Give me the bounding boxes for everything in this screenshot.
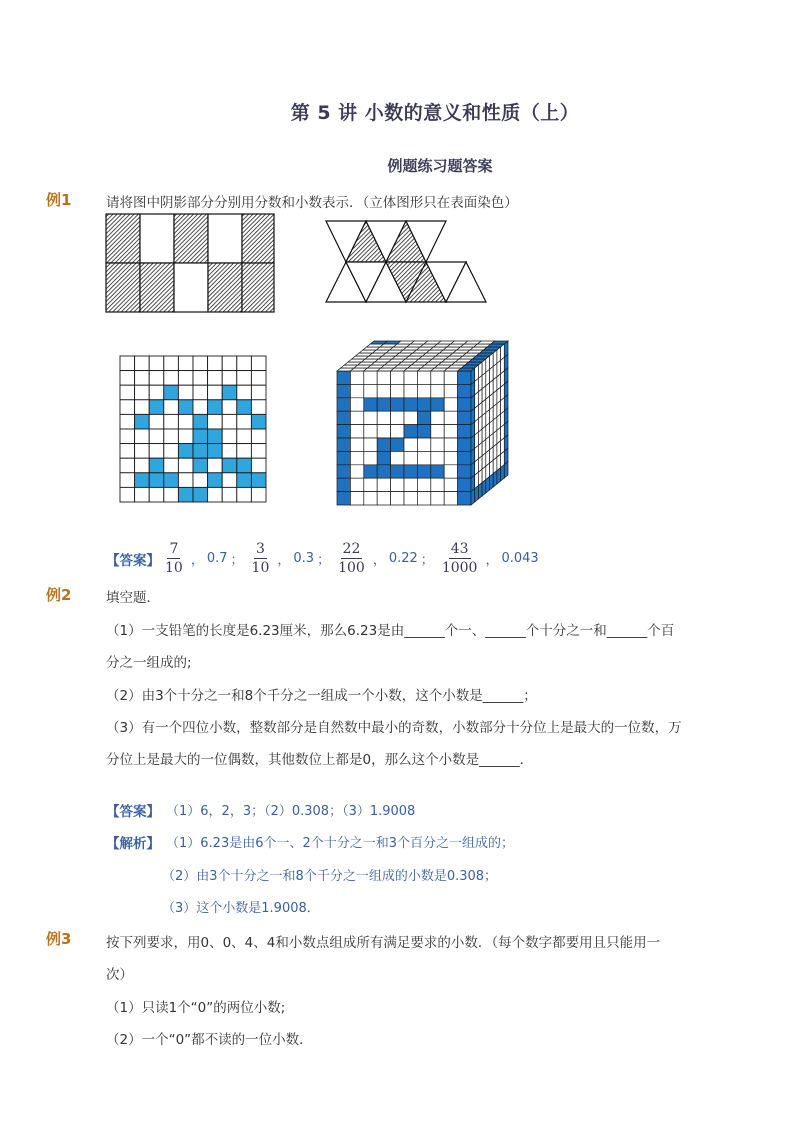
example-3-question-line1: 按下列要求，用0、0、4、4和小数点组成所有满足要求的小数．（每个数字都要用且只能用一 [106, 935, 661, 951]
analysis-line-2: （2）由3个十分之一和8个千分之一组成的小数是0.308； [162, 869, 498, 884]
grid-cell [193, 444, 208, 459]
cube-front-cell [458, 492, 471, 505]
cube-front-cell [350, 371, 363, 384]
cube-front-cell [364, 384, 377, 397]
grid-cell [120, 444, 135, 459]
denominator: 10 [165, 560, 183, 576]
grid-cell [149, 444, 164, 459]
grid-cell [251, 473, 266, 488]
cube-front-cell [404, 411, 417, 424]
grid-cell [251, 414, 266, 429]
page-subtitle: 例题练习题答案 [387, 157, 493, 175]
grid-cell [237, 458, 252, 473]
cube-front-cell [458, 465, 471, 478]
grid-cell [149, 458, 164, 473]
cube-front-cell [377, 425, 390, 438]
grid-cell [149, 473, 164, 488]
cube-front-cell [417, 492, 430, 505]
cube-front-cell [391, 398, 404, 411]
grid-cell [208, 458, 223, 473]
grid-cell [251, 371, 266, 386]
grid-cell [237, 385, 252, 400]
cube-front-cell [431, 451, 444, 464]
cube-front-cell [364, 438, 377, 451]
cube-front-cell [391, 478, 404, 491]
grid-cell [237, 400, 252, 415]
grid-cell [120, 371, 135, 386]
grid-cell [135, 429, 150, 444]
example-2-q2: （2）由3个十分之一和8个千分之一组成一个小数，这个小数是______； [106, 688, 537, 704]
cube-front-cell [350, 411, 363, 424]
cube-front-cell [404, 451, 417, 464]
cube-front-cell [431, 398, 444, 411]
grid-cell [222, 414, 237, 429]
cube-front-cell [404, 371, 417, 384]
cube-front-cell [337, 371, 350, 384]
grid-cell [237, 487, 252, 502]
cube-front-cell [458, 384, 471, 397]
cube-front-cell [404, 478, 417, 491]
cube-front-cell [337, 465, 350, 478]
cube-front-cell [444, 384, 457, 397]
answer-text: （1）6，2，3；（2）0.308；（3）1.9008 [166, 804, 416, 819]
grid-cell [178, 414, 193, 429]
grid-cell [120, 487, 135, 502]
numerator: 3 [256, 541, 265, 557]
grid-cell [193, 385, 208, 400]
cube-front-cell [377, 451, 390, 464]
cube-front-cell [377, 465, 390, 478]
cube-right-cell [482, 480, 486, 496]
grid-cell [222, 429, 237, 444]
cube-front-cell [444, 425, 457, 438]
grid-cell [135, 458, 150, 473]
cube-front-cell [404, 492, 417, 505]
decimal-answer-2: 0.3 [293, 551, 315, 566]
cube-front-cell [444, 438, 457, 451]
cube-front-cell [364, 398, 377, 411]
cube-right-cell [490, 474, 494, 490]
cube-front-cell [391, 384, 404, 397]
comma: ， [190, 553, 204, 568]
cube-front-cell [377, 478, 390, 491]
cube-front-cell [444, 478, 457, 491]
cube-front-cell [431, 425, 444, 438]
grid-cell [208, 429, 223, 444]
grid-cell [135, 487, 150, 502]
cube-front-cell [444, 451, 457, 464]
analysis-line-3: （3）这个小数是1.9008． [162, 901, 320, 916]
cube-front-cell [350, 492, 363, 505]
cube-front-cell [417, 384, 430, 397]
grid-cell [135, 356, 150, 371]
cube-front-cell [350, 438, 363, 451]
grid-cell [251, 458, 266, 473]
grid-cell [237, 356, 252, 371]
cube-front-cell [458, 371, 471, 384]
cube-front-cell [458, 411, 471, 424]
fraction-answer-4 [440, 540, 480, 577]
example-2-answer [106, 800, 415, 820]
comma: ， [372, 553, 386, 568]
analysis-line-1: （1）6.23是由6个一、2个十分之一和3个百分之一组成的； [166, 836, 515, 851]
grid-cell [178, 400, 193, 415]
cube-front-cell [444, 465, 457, 478]
grid-cell [222, 400, 237, 415]
cube-front-cell [377, 492, 390, 505]
grid-cell [164, 429, 179, 444]
grid-cell [251, 444, 266, 459]
comma: ， [277, 553, 291, 568]
cube-front-cell [337, 398, 350, 411]
example-2-intro: 填空题． [106, 590, 160, 606]
cube-front-cell [377, 398, 390, 411]
cube-front-cell [431, 411, 444, 424]
example-3-sub-1: （1）只读1个“0”的两位小数; [106, 1000, 286, 1016]
example-2-q1-line2: 分之一组成的; [106, 655, 192, 671]
cube-front-cell [364, 465, 377, 478]
page-title: 第 5 讲 小数的意义和性质（上） [290, 102, 580, 124]
grid-cell [135, 473, 150, 488]
denominator: 100 [338, 560, 365, 576]
cube-front-cell [337, 451, 350, 464]
numerator: 7 [169, 541, 179, 557]
cube-front-cell [417, 478, 430, 491]
cube-front-cell [350, 465, 363, 478]
cube-front-cell [337, 384, 350, 397]
grid-cell [222, 473, 237, 488]
cube-front-cell [458, 425, 471, 438]
cube-front-cell [337, 425, 350, 438]
grid-cell [193, 473, 208, 488]
cube-front-cell [350, 384, 363, 397]
answer-tag: 【答案】 [106, 552, 160, 569]
cube-right-cell [497, 468, 501, 484]
grid-cell [208, 473, 223, 488]
cube-front-cell [391, 451, 404, 464]
cube-front-cell [431, 371, 444, 384]
numerator: 22 [342, 541, 361, 557]
cube-front-cell [431, 478, 444, 491]
grid-cell [149, 371, 164, 386]
grid-cell [251, 400, 266, 415]
grid-cell [251, 487, 266, 502]
grid-cell [208, 487, 223, 502]
grid-cell [178, 444, 193, 459]
grid-cell [222, 487, 237, 502]
cube-right-cell [475, 486, 479, 502]
cube-front-cell [417, 451, 430, 464]
grid-cell [208, 356, 223, 371]
grid-cell [164, 444, 179, 459]
grid-cell [164, 487, 179, 502]
cube-front-cell [431, 465, 444, 478]
grid-cell [193, 400, 208, 415]
grid-cell [178, 371, 193, 386]
grid-cell [178, 356, 193, 371]
answer-tag: 【答案】 [106, 804, 160, 820]
cube-front-cell [431, 438, 444, 451]
grid-cell [251, 429, 266, 444]
cube-front-cell [431, 492, 444, 505]
denominator: 10 [251, 560, 270, 576]
analysis-tag: 【解析】 [106, 836, 160, 852]
cube-front-cell [364, 451, 377, 464]
cube-front-cell [377, 438, 390, 451]
grid-cell [237, 414, 252, 429]
fraction-answer-3 [336, 540, 367, 577]
grid-cell [149, 400, 164, 415]
figure-shaded-rectangle [105, 213, 275, 313]
grid-cell [193, 414, 208, 429]
grid-cell [164, 458, 179, 473]
decimal-answer-3: 0.22 [388, 551, 418, 566]
cube-front-cell [458, 398, 471, 411]
cube-front-cell [458, 438, 471, 451]
cube-front-cell [417, 411, 430, 424]
cube-front-cell [404, 384, 417, 397]
figure-cube [336, 340, 526, 520]
cube-front-cell [417, 465, 430, 478]
example-2-q3-line1: （3）有一个四位小数，整数部分是自然数中最小的奇数，小数部分十分位上是最大的一位数，万 [106, 720, 682, 736]
grid-cell [237, 444, 252, 459]
cube-right-cell [501, 465, 505, 481]
cube-front-cell [391, 438, 404, 451]
grid-cell [164, 356, 179, 371]
grid-cell [120, 458, 135, 473]
example-2-q3-line2: 分位上是最大的一位偶数，其他数位上都是0，那么这个小数是______． [106, 752, 534, 768]
grid-cell [149, 356, 164, 371]
semicolon: ； [420, 553, 434, 568]
grid-cell [208, 400, 223, 415]
example-2-q1-line1: （1）一支铅笔的长度是6.23厘米，那么6.23是由______个一、______个十分之一和______个百 [106, 623, 675, 639]
cube-front-cell [350, 398, 363, 411]
grid-cell [149, 487, 164, 502]
grid-cell [120, 414, 135, 429]
grid-cell [120, 400, 135, 415]
grid-cell [178, 385, 193, 400]
cube-front-cell [337, 411, 350, 424]
cube-front-cell [417, 398, 430, 411]
cube-front-cell [444, 492, 457, 505]
semicolon: ； [230, 553, 244, 568]
cube-right-cell [504, 462, 508, 478]
grid-cell [120, 356, 135, 371]
example-1-question: 请将图中阴影部分分别用分数和小数表示．（立体图形只在表面染色） [106, 195, 518, 211]
cube-front-cell [444, 398, 457, 411]
cube-front-cell [458, 478, 471, 491]
figure-hundred-grid [119, 355, 267, 503]
grid-cell [208, 414, 223, 429]
grid-cell [149, 414, 164, 429]
grid-cell [208, 371, 223, 386]
grid-cell [208, 444, 223, 459]
cube-front-cell [364, 492, 377, 505]
cube-front-cell [377, 371, 390, 384]
grid-cell [222, 371, 237, 386]
grid-cell [222, 444, 237, 459]
cube-front-cell [337, 492, 350, 505]
grid-cell [222, 385, 237, 400]
grid-cell [237, 473, 252, 488]
grid-cell [164, 371, 179, 386]
grid-cell [164, 473, 179, 488]
grid-cell [193, 429, 208, 444]
grid-cell [135, 444, 150, 459]
cube-front-cell [417, 425, 430, 438]
cube-front-cell [391, 371, 404, 384]
cube-front-cell [364, 411, 377, 424]
cube-front-cell [350, 451, 363, 464]
grid-cell [164, 414, 179, 429]
grid-cell [208, 385, 223, 400]
numerator: 43 [450, 541, 469, 557]
grid-cell [193, 356, 208, 371]
cube-front-cell [364, 371, 377, 384]
grid-cell [237, 429, 252, 444]
cube-front-cell [431, 384, 444, 397]
cube-front-cell [364, 425, 377, 438]
cube-front-cell [337, 438, 350, 451]
cube-front-cell [444, 371, 457, 384]
grid-cell [193, 458, 208, 473]
cube-front-cell [458, 451, 471, 464]
example-1-answer [106, 540, 539, 577]
grid-cell [149, 385, 164, 400]
grid-cell [120, 473, 135, 488]
grid-cell [193, 371, 208, 386]
cube-right-cell [478, 483, 482, 499]
cube-front-cell [391, 465, 404, 478]
cube-front-cell [377, 384, 390, 397]
cube-front-cell [350, 425, 363, 438]
cube-front-cell [391, 425, 404, 438]
cube-front-cell [350, 478, 363, 491]
grid-cell [178, 429, 193, 444]
grid-cell [178, 487, 193, 502]
grid-cell [193, 487, 208, 502]
cube-front-cell [444, 411, 457, 424]
semicolon: ； [317, 553, 331, 568]
grid-cell [251, 385, 266, 400]
comma: ， [485, 553, 499, 568]
figure-shaded-triangles [325, 221, 491, 303]
cube-right-cell [471, 489, 475, 505]
cube-front-cell [391, 492, 404, 505]
grid-cell [251, 356, 266, 371]
example-3-sub-2: （2）一个“0”都不读的一位小数． [106, 1032, 313, 1048]
cube-front-cell [364, 478, 377, 491]
cube-front-cell [404, 465, 417, 478]
grid-cell [237, 371, 252, 386]
cube-front-cell [417, 371, 430, 384]
fraction-answer-2 [250, 540, 272, 577]
example-1-label: 例1 [46, 191, 72, 209]
decimal-answer-1: 0.7 [206, 551, 228, 566]
cube-front-cell [391, 411, 404, 424]
example-2-analysis [106, 832, 514, 852]
grid-cell [178, 473, 193, 488]
cube-right-cell [486, 477, 490, 493]
grid-cell [135, 400, 150, 415]
cube-front-cell [404, 425, 417, 438]
cube-front-cell [337, 478, 350, 491]
grid-cell [149, 429, 164, 444]
grid-cell [120, 385, 135, 400]
grid-cell [178, 458, 193, 473]
cube-front-cell [377, 411, 390, 424]
cube-front-cell [417, 438, 430, 451]
example-3-label: 例3 [46, 930, 72, 948]
grid-cell [164, 385, 179, 400]
example-3-question-line2: 次） [106, 967, 133, 983]
cube-right-cell [493, 471, 497, 487]
grid-cell [120, 429, 135, 444]
grid-cell [164, 400, 179, 415]
cube-front-cell [404, 398, 417, 411]
fraction-answer-1 [163, 540, 185, 577]
cube-front-cell [404, 438, 417, 451]
decimal-answer-4: 0.043 [501, 551, 539, 566]
grid-cell [135, 385, 150, 400]
grid-cell [222, 356, 237, 371]
grid-cell [222, 458, 237, 473]
example-2-label: 例2 [46, 586, 72, 604]
grid-cell [135, 371, 150, 386]
grid-cell [135, 414, 150, 429]
denominator: 1000 [441, 560, 478, 576]
